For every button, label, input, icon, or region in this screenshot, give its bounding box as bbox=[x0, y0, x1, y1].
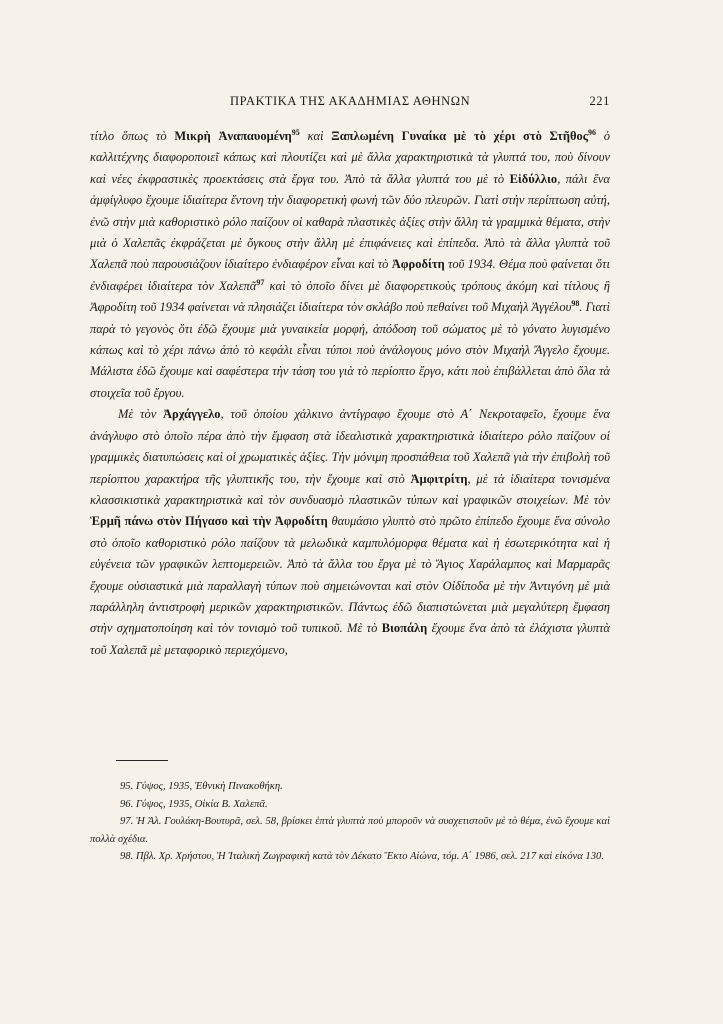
main-text bbox=[90, 126, 610, 661]
text-run: , τοῦ ὁποίου χάλκινο ἀντίγραφο ἔχουμε στὸ Α΄ Νεκροταφεῖο, ἔχουμε ἕνα ἀνάγλυφο στὸ ὁποῖο πέρα ἀπὸ τὴν ἔμφαση στὰ ἰδεαλιστικὰ χαρακτηριστικὰ ἰδιαίτερο ρόλο παίζουν οἱ γραμμικὲς διατυπώσεις καὶ οἱ χρωματικὲς ἀξίες. Τὴν μόνιμη προσπάθεια τοῦ Χαλεπᾶ γιὰ τὴν ἐπιβολὴ τοῦ περίοπτου χαρακτήρα τῆς γλυπτικῆς του, τὴν ἔχουμε καὶ στὸ bbox=[90, 407, 610, 486]
paragraph bbox=[90, 404, 610, 661]
text-run: καὶ bbox=[299, 129, 332, 143]
footnote-ref: 97 bbox=[256, 277, 265, 287]
journal-title: ΠΡΑΚΤΙΚΑ ΤΗΣ ΑΚΑΔΗΜΙΑΣ ΑΘΗΝΩΝ bbox=[230, 94, 471, 108]
footnote: 97. Ἡ Ἀλ. Γουλάκη-Βουτυρᾶ, σελ. 58, βρίσκει ἑπτὰ γλυπτὰ ποὺ μποροῦν νὰ συσχετιστοῦν μὲ τὸ θέμα, ἐνῶ ἔχουμε καὶ πολλὰ σχέδια. bbox=[90, 816, 610, 845]
artwork-title: Ἀφροδίτη bbox=[391, 257, 445, 272]
text-run: τοῦ 1934. Θέμα ποὺ φαίνεται ὅτι ἐνδιαφέρει ἰδιαίτερα τὸν Χαλεπᾶ bbox=[90, 257, 610, 293]
text-run: καὶ τὸ ὁποῖο δίνει μὲ διαφορετικοὺς τρόπους ἀκόμη καὶ τίτλους ἢ Ἀφροδίτη τοῦ 1934 φαίνεται νὰ πλησιάζει ἰδιαίτερα τὸν σκλάβο ποὺ πεθαίνει τοῦ Μιχαὴλ Ἀγγέλου bbox=[90, 278, 610, 315]
footnote: 96. Γύψος, 1935, Οἰκία Β. Χαλεπᾶ. bbox=[120, 798, 268, 810]
text-run: ἔχουμε ἕνα ἀπὸ τὰ ἐλάχιστα γλυπτὰ τοῦ Χαλεπᾶ μὲ μεταφορικὸ περιεχόμενο, bbox=[90, 621, 610, 657]
text-run: θαυμάσιο γλυπτὸ στὸ πρῶτο ἐπίπεδο ἔχουμε ἕνα σύνολο στὸ ὁποῖο καθοριστικὸ ρόλο παίζουν τὰ μελωδικὰ καμπυλόμορφα θέματα καὶ ἡ ἐσωτερικότητα καὶ ἡ εὐγένεια τῶν γραφικῶν λεπτομερειῶν. Ἀπὸ τὰ ἄλλα του ἔργα μὲ τὸ Ἅγιος Χαράλαμπος καὶ Μαρμαρᾶς ἔχουμε οὐσιαστικὰ μιὰ παραλλαγὴ τύπων ποὺ σημειώνονται καὶ στὸν Οἰδίποδα μὲ τὴν Ἀντιγόνη μὲ μιὰ παράλληλη ἀντιστροφὴ μερικῶν χαρακτηριστικῶν. Πάντως ἐδῶ διαπιστώνεται μιὰ μεγαλύτερη ἔμφαση στὴν σχηματοποίηση καὶ τὸν τονισμὸ τοῦ τυπικοῦ. Μὲ τὸ bbox=[90, 514, 610, 636]
text-run: . Γιατὶ παρὰ τὸ γεγονὸς ὅτι ἐδῶ ἔχουμε μιὰ γυναικεία μορφή, ἀπόδοση τοῦ σώματος μὲ τὸ γόνατο λυγισμένο κάπως καὶ τὸ χέρι πάνω ἀπὸ τὸ κεφάλι εἶναι τύποι ποὺ ἀνάλογους μόνο στὸν Μιχαὴλ Ἄγγελο ἔχουμε. Μάλιστα ἐδῶ ἔχουμε καὶ σαφέστερα τὴν τάση του γιὰ τὸ περίοπτο ἔργο, κάτι ποὺ ἐπιβάλλεται ἀπὸ ὅλα τὰ στοιχεῖα τοῦ ἔργου. bbox=[90, 300, 610, 400]
running-header bbox=[90, 94, 610, 112]
footnote-ref: 95 bbox=[291, 127, 300, 137]
text-run: τίτλο ὅπως τὸ bbox=[90, 129, 175, 143]
footnote: 95. Γύψος, 1935, Ἐθνικὴ Πινακοθήκη. bbox=[120, 781, 283, 792]
artwork-title: Εἰδύλλιο bbox=[509, 171, 558, 186]
text-run: , μὲ τὰ ἰδιαίτερα τονισμένα κλασσικιστικὰ χαρακτηριστικὰ καὶ τὸν συνδυασμὸ πλαστικῶν τύπων καὶ γραφικῶν στοιχείων. Μὲ τὸν bbox=[90, 471, 610, 507]
text-run: Μὲ τὸν bbox=[118, 407, 164, 422]
footnotes bbox=[90, 778, 610, 866]
artwork-title: Ἀρχάγγελο bbox=[163, 407, 221, 422]
footnote: 98. Πβλ. Χρ. Χρήστου, Ἡ Ἰταλικὴ Ζωγραφικὴ κατὰ τὸν Δέκατο Ἕκτο Αἰώνα, τόμ. Α΄ 1986, σελ. 217 καὶ εἰκόνα 130. bbox=[120, 851, 604, 863]
page-number: 221 bbox=[589, 94, 610, 108]
text-run: , πάλι ἕνα ἀμφίγλυφο ἔχουμε ἰδιαίτερα ἔντονη τὴν διαφορετικὴ φωνὴ τῶν δύο πλευρῶν. Γιατὶ στὴν περίπτωση αὐτή, ἐνῶ στὴν μιὰ καθοριστικὸ ρόλο παίζουν οἱ καθαρὰ πλαστικὲς ἀξίες στὴν ἄλλη τὰ γραμμικὰ θέματα, στὴν μιὰ ὁ Χαλεπᾶς ἐκφράζεται μὲ ὄγκους στὴν ἄλλη μὲ ἐπιφάνειες καὶ ἐπίπεδα. Ἀπὸ τὰ ἄλλα γλυπτὰ τοῦ Χαλεπᾶ ποὺ παρουσιάζουν ἰδιαίτερο ἐνδιαφέρον εἶναι καὶ τὸ bbox=[90, 171, 610, 272]
footnote-ref: 98 bbox=[571, 299, 580, 309]
text-run: ὁ καλλιτέχνης διαφοροποιεῖ κάπως καὶ πλουτίζει καὶ μὲ ἄλλα χαρακτηριστικὰ τὰ γλυπτά του, ποὺ δίνουν καὶ νέες ἐκφραστικὲς προεκτάσεις στὰ ἔργα του. Ἀπὸ τὰ ἄλλα γλυπτά του μὲ τὸ bbox=[90, 129, 611, 186]
footnote-separator bbox=[116, 760, 168, 761]
paragraph bbox=[90, 126, 610, 404]
artwork-title: Ξαπλωμένη Γυναίκα μὲ τὸ χέρι στὸ Στῆθος bbox=[331, 129, 589, 143]
artwork-title: Ἀμφιτρίτη bbox=[410, 471, 468, 486]
artwork-title: Ἑρμῆ πάνω στὸν Πήγασο καὶ τὴν Ἀφροδίτη bbox=[90, 514, 328, 529]
artwork-title: Βιοπάλη bbox=[381, 621, 428, 636]
footnote-ref: 96 bbox=[588, 127, 597, 137]
artwork-title: Μικρὴ Ἀναπαυομένη bbox=[174, 129, 292, 143]
